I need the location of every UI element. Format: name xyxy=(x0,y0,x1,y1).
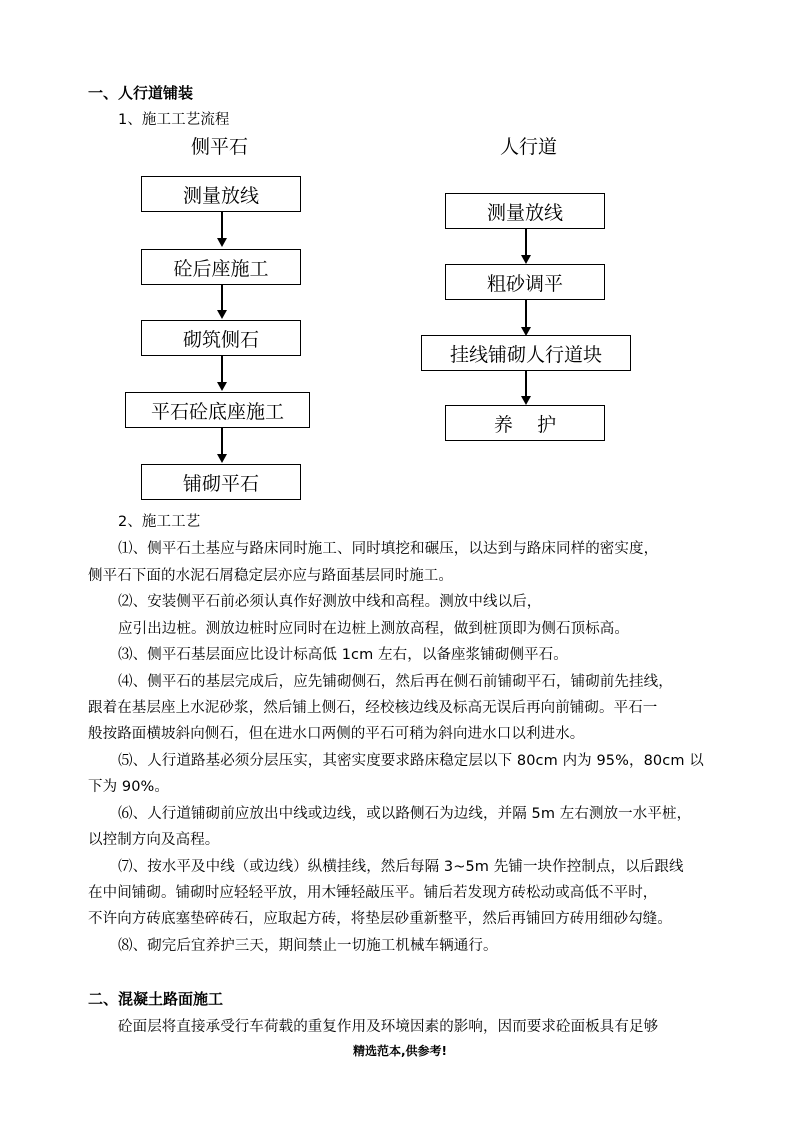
text-line: ⑺、按水平及中线（或边线）纵横挂线，然后每隔 3~5m 先铺一块作控制点，以后跟线 xyxy=(118,859,684,875)
section-heading: 一、人行道铺装 xyxy=(88,84,194,102)
flow-step: 养 护 xyxy=(445,405,605,441)
section-heading: 二、混凝土路面施工 xyxy=(88,990,224,1008)
arrow-down-icon xyxy=(521,396,531,405)
text-line: ⑸、人行道路基必须分层压实，其密实度要求路床稳定层以下 80cm 内为 95%，80cm 以 xyxy=(118,753,704,769)
text-line: ⑷、侧平石的基层完成后，应先铺砌侧石，然后再在侧石前铺砌平石，铺砌前先挂线， xyxy=(118,674,673,690)
text-line: 跟着在基层座上水泥砂浆，然后铺上侧石，经校核边线及标高无误后再向前铺砌。平石一 xyxy=(88,700,658,716)
arrow-down-icon xyxy=(217,238,227,247)
flow-step: 砌筑侧石 xyxy=(141,320,301,356)
arrow-down-icon xyxy=(521,255,531,264)
flow-step: 测量放线 xyxy=(141,176,301,212)
flow-connector xyxy=(221,356,223,382)
flow-step: 测量放线 xyxy=(445,193,605,229)
flow-step: 粗砂调平 xyxy=(445,264,605,300)
flow-step: 平石砼底座施工 xyxy=(125,392,310,428)
flow-connector xyxy=(525,300,527,327)
text-line: 侧平石下面的水泥石屑稳定层亦应与路面基层同时施工。 xyxy=(88,568,453,584)
subheading: 2、施工工艺 xyxy=(118,514,201,530)
flow-step: 砼后座施工 xyxy=(141,249,301,285)
text-line: ⑴、侧平石土基应与路床同时施工、同时填挖和碾压，以达到与路床同样的密实度， xyxy=(118,541,659,557)
text-line: ⑵、安装侧平石前必须认真作好测放中线和高程。测放中线以后， xyxy=(118,594,542,610)
flowchart-title: 人行道 xyxy=(500,136,558,158)
text-line: 砼面层将直接承受行车荷载的重复作用及环境因素的影响，因而要求砼面板具有足够 xyxy=(118,1019,659,1035)
text-line: 应引出边桩。测放边桩时应同时在边桩上测放高程，做到桩顶即为侧石顶标高。 xyxy=(118,621,629,637)
flowchart-title: 侧平石 xyxy=(191,136,249,158)
flow-connector xyxy=(525,229,527,255)
text-line: ⑹、人行道铺砌前应放出中线或边线，或以路侧石为边线，并隔 5m 左右测放一水平桩， xyxy=(118,806,692,822)
subheading: 1、施工工艺流程 xyxy=(118,112,230,128)
flow-connector xyxy=(525,371,527,396)
text-line: 下为 90%。 xyxy=(88,779,170,795)
page-footer: 精选范本,供参考! xyxy=(353,1044,448,1058)
text-line: 以控制方向及高程。 xyxy=(88,832,220,848)
text-line: ⑶、侧平石基层面应比设计标高低 1cm 左右，以备座浆铺砌侧平石。 xyxy=(118,647,568,663)
flow-step: 挂线铺砌人行道块 xyxy=(421,335,631,371)
flow-connector xyxy=(221,285,223,310)
text-line: 不许向方砖底塞垫碎砖石，应取起方砖，将垫层砂重新整平，然后再铺回方砖用细砂勾缝。 xyxy=(88,911,672,927)
text-line: 在中间铺砌。铺砌时应轻轻平放，用木锤轻敲压平。铺后若发现方砖松动或高低不平时， xyxy=(88,885,658,901)
text-line: ⑻、砌完后宜养护三天，期间禁止一切施工机械车辆通行。 xyxy=(118,938,498,954)
flow-step: 铺砌平石 xyxy=(141,464,301,500)
flow-connector xyxy=(221,428,223,454)
arrow-down-icon xyxy=(217,382,227,391)
arrow-down-icon xyxy=(217,310,227,319)
text-line: 般按路面横坡斜向侧石，但在进水口两侧的平石可稍为斜向进水口以利进水。 xyxy=(88,726,585,742)
flow-connector xyxy=(221,212,223,238)
arrow-down-icon xyxy=(217,454,227,463)
